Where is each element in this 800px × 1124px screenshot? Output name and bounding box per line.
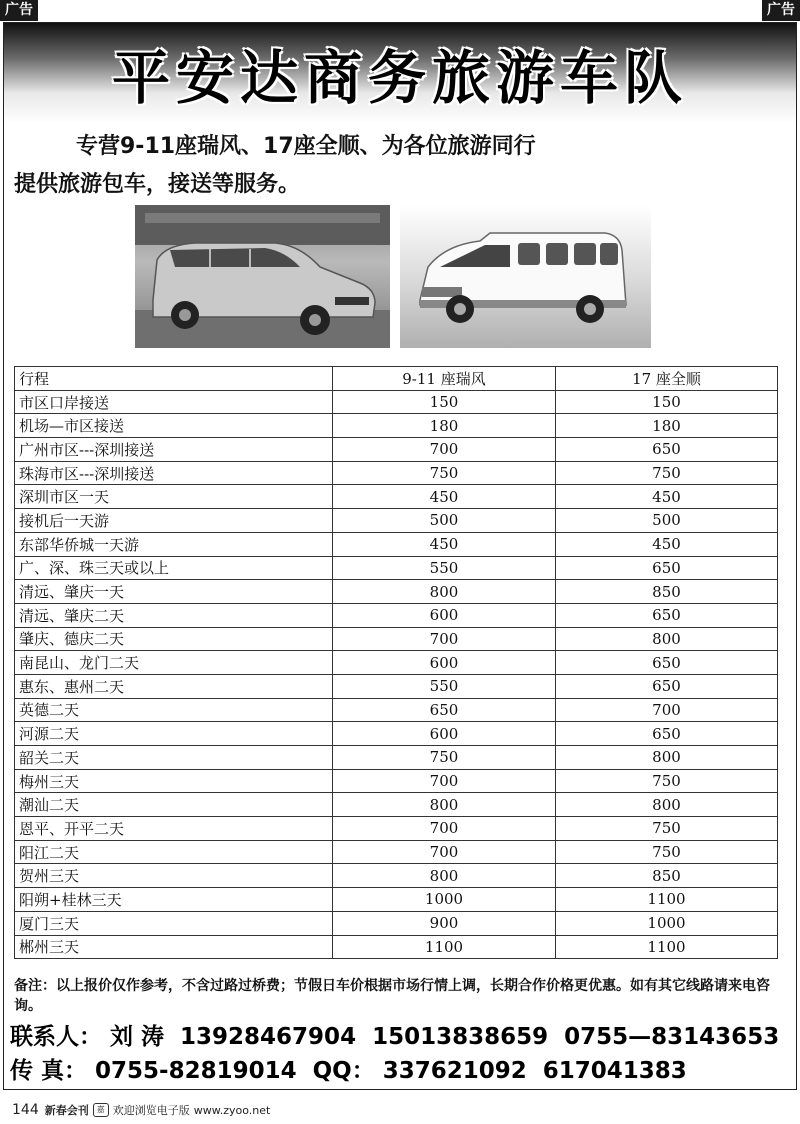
table-row	[15, 698, 778, 722]
table-row	[15, 485, 778, 509]
quanshun-price: 150	[556, 390, 778, 414]
table-row	[15, 674, 778, 698]
route-cell: 广州市区---深圳接送	[15, 438, 333, 462]
ruifeng-price: 900	[333, 911, 556, 935]
route-cell: 珠海市区---深圳接送	[15, 461, 333, 485]
table-row	[15, 651, 778, 675]
ruifeng-price: 700	[333, 817, 556, 841]
route-cell: 接机后一天游	[15, 509, 333, 533]
ruifeng-price: 600	[333, 603, 556, 627]
route-cell: 英德二天	[15, 698, 333, 722]
table-header-row	[15, 367, 778, 391]
route-cell: 河源二天	[15, 722, 333, 746]
table-row	[15, 414, 778, 438]
price-table	[14, 366, 778, 959]
quanshun-price: 700	[556, 698, 778, 722]
contact-person-name: 刘 涛	[110, 1024, 165, 1050]
route-cell: 清远、肇庆二天	[15, 603, 333, 627]
fax-number: 0755-82819014	[95, 1058, 297, 1084]
ruifeng-price: 650	[333, 698, 556, 722]
ruifeng-price: 800	[333, 864, 556, 888]
ruifeng-price: 600	[333, 651, 556, 675]
quanshun-price: 800	[556, 746, 778, 770]
route-cell: 郴州三天	[15, 935, 333, 959]
route-cell: 阳江二天	[15, 840, 333, 864]
quanshun-price: 1100	[556, 888, 778, 912]
qq-number-1: 337621092	[382, 1058, 527, 1084]
quanshun-price: 650	[556, 556, 778, 580]
contact-phone-2: 15013838659	[372, 1024, 549, 1050]
ruifeng-price: 550	[333, 556, 556, 580]
qq-label: QQ：	[312, 1058, 375, 1084]
white-van-photo	[400, 205, 651, 348]
ruifeng-price: 700	[333, 627, 556, 651]
quanshun-price: 650	[556, 651, 778, 675]
ruifeng-price: 1100	[333, 935, 556, 959]
table-row	[15, 556, 778, 580]
route-cell: 韶关二天	[15, 746, 333, 770]
ruifeng-price: 800	[333, 580, 556, 604]
quanshun-price: 800	[556, 627, 778, 651]
quanshun-price: 450	[556, 532, 778, 556]
table-row	[15, 722, 778, 746]
ruifeng-price: 1000	[333, 888, 556, 912]
table-row	[15, 888, 778, 912]
table-row	[15, 603, 778, 627]
ruifeng-price: 450	[333, 485, 556, 509]
ruifeng-price: 700	[333, 769, 556, 793]
footer	[12, 1102, 270, 1118]
quanshun-price: 1000	[556, 911, 778, 935]
ruifeng-price: 800	[333, 793, 556, 817]
welcome-text: 欢迎浏览电子版	[112, 1104, 190, 1117]
header-quanshun: 17 座全顺	[556, 367, 778, 391]
contact-person-label: 联系人：	[10, 1024, 102, 1050]
table-row	[15, 840, 778, 864]
ruifeng-price: 150	[333, 390, 556, 414]
quanshun-price: 750	[556, 769, 778, 793]
quanshun-price: 750	[556, 817, 778, 841]
ruifeng-price: 450	[333, 532, 556, 556]
quanshun-price: 750	[556, 461, 778, 485]
page-number: 144	[12, 1102, 39, 1118]
route-cell: 惠东、惠州二天	[15, 674, 333, 698]
ruifeng-price: 750	[333, 746, 556, 770]
route-cell: 广、深、珠三天或以上	[15, 556, 333, 580]
quanshun-price: 650	[556, 674, 778, 698]
route-cell: 贺州三天	[15, 864, 333, 888]
table-row	[15, 627, 778, 651]
silver-minivan-photo	[135, 205, 390, 348]
table-row	[15, 746, 778, 770]
table-row	[15, 390, 778, 414]
ruifeng-price: 750	[333, 461, 556, 485]
route-cell: 梅州三天	[15, 769, 333, 793]
route-cell: 阳朔+桂林三天	[15, 888, 333, 912]
quanshun-price: 500	[556, 509, 778, 533]
intro-line-2: 提供旅游包车，接送等服务。	[14, 172, 301, 197]
fax-line	[10, 1056, 790, 1086]
table-row	[15, 793, 778, 817]
ruifeng-price: 700	[333, 840, 556, 864]
route-cell: 肇庆、德庆二天	[15, 627, 333, 651]
ruifeng-price: 600	[333, 722, 556, 746]
route-cell: 机场—市区接送	[15, 414, 333, 438]
header-ruifeng: 9-11 座瑞风	[333, 367, 556, 391]
ruifeng-price: 500	[333, 509, 556, 533]
ruifeng-price: 700	[333, 438, 556, 462]
fax-label: 传 真：	[10, 1058, 88, 1084]
table-row	[15, 817, 778, 841]
table-row	[15, 769, 778, 793]
quanshun-price: 650	[556, 722, 778, 746]
note-text: 备注：以上报价仅作参考，不含过路过桥费；节假日车价根据市场行情上调，长期合作价格更优惠。如有其它线路请来电咨询。	[14, 978, 770, 1014]
magazine-logo-icon: 嘉	[93, 1103, 109, 1117]
title-banner	[4, 23, 796, 123]
page-title: 平安达商务旅游车队	[111, 44, 688, 112]
quanshun-price: 450	[556, 485, 778, 509]
table-row	[15, 935, 778, 959]
magazine-name: 新春会刊	[44, 1104, 89, 1117]
ad-label-left: 广告	[0, 0, 38, 21]
route-cell: 潮汕二天	[15, 793, 333, 817]
route-cell: 恩平、开平二天	[15, 817, 333, 841]
route-cell: 厦门三天	[15, 911, 333, 935]
contact-line	[10, 1022, 790, 1052]
header-route: 行程	[15, 367, 333, 391]
table-row	[15, 864, 778, 888]
table-row	[15, 438, 778, 462]
ruifeng-price: 550	[333, 674, 556, 698]
table-row	[15, 509, 778, 533]
contact-phone-3: 0755—83143653	[564, 1024, 780, 1050]
ruifeng-price: 180	[333, 414, 556, 438]
qq-number-2: 617041383	[542, 1058, 687, 1084]
quanshun-price: 1100	[556, 935, 778, 959]
table-row	[15, 580, 778, 604]
quanshun-price: 850	[556, 864, 778, 888]
intro-line-1: 专营9-11座瑞风、17座全顺、为各位旅游同行	[76, 134, 536, 159]
ad-label-right: 广告	[762, 0, 800, 21]
route-cell: 清远、肇庆一天	[15, 580, 333, 604]
quanshun-price: 650	[556, 603, 778, 627]
route-cell: 深圳市区一天	[15, 485, 333, 509]
table-row	[15, 532, 778, 556]
quanshun-price: 180	[556, 414, 778, 438]
intro-text	[14, 128, 786, 204]
route-cell: 东部华侨城一天游	[15, 532, 333, 556]
quanshun-price: 650	[556, 438, 778, 462]
table-row	[15, 911, 778, 935]
route-cell: 市区口岸接送	[15, 390, 333, 414]
footer-url[interactable]: www.zyoo.net	[193, 1103, 271, 1117]
quanshun-price: 850	[556, 580, 778, 604]
quanshun-price: 800	[556, 793, 778, 817]
route-cell: 南昆山、龙门二天	[15, 651, 333, 675]
table-row	[15, 461, 778, 485]
contact-phone-1: 13928467904	[180, 1024, 357, 1050]
quanshun-price: 750	[556, 840, 778, 864]
